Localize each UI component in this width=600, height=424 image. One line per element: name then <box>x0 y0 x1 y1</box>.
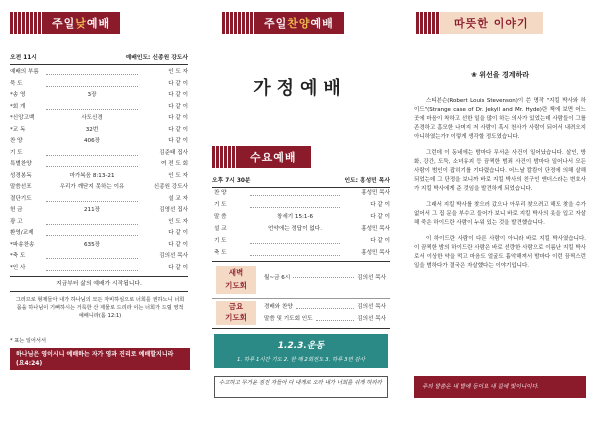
row-person: 김영선 집사 <box>159 207 188 213</box>
movement-title: 1.2.3.운동 <box>277 341 325 351</box>
banner-stripes <box>212 146 236 168</box>
program-row <box>10 67 188 78</box>
program-row <box>10 79 188 90</box>
dot-leader <box>250 236 340 244</box>
program-row <box>214 188 390 199</box>
row-person: 다 같 이 <box>168 92 188 98</box>
home-worship-heading: 가정예배 <box>253 78 347 99</box>
dot-leader <box>46 251 138 259</box>
movement-box <box>214 334 388 368</box>
dawn-prayer-block <box>212 261 390 299</box>
row-detail: 언약에는 정답이 없다. <box>268 226 322 232</box>
row-person: 다 같 이 <box>168 230 188 236</box>
program-row <box>10 240 188 251</box>
row-detail: 635장 <box>83 241 101 248</box>
banner-stripes <box>222 12 254 34</box>
service-leader: 예배인도: 신종원 강도사 <box>125 55 188 61</box>
article-paragraph: 그래서 지킬 박사를 찾으러 갔으나 아무리 찾으려고 해도 찾을 수가 없어서 그 집 문을 부수고 들어가 보니 바로 지킬 박사의 옷을 입고 자살해 죽은 하이드란 사람이 누워 있는 것을 발견했습니다. <box>414 202 586 226</box>
friday-title-a: 금요 <box>228 302 244 311</box>
sunday-header <box>10 52 188 65</box>
title-part: 주일 <box>264 17 288 30</box>
flower-icon: ❀ <box>470 71 480 79</box>
row-label: 특별찬양 <box>10 161 32 167</box>
title-part: 예배 <box>310 17 334 30</box>
program-row <box>264 302 386 312</box>
dawn-leader: 김의선 목사 <box>357 275 386 281</box>
row-person: 다 같 이 <box>370 238 390 244</box>
program-row <box>214 224 390 235</box>
dot-leader <box>46 228 138 236</box>
row-person: 김준태 집사 <box>159 149 188 156</box>
row-person: 인 도 자 <box>168 69 188 75</box>
title-accent: 찬양 <box>287 17 311 30</box>
row-label: 기 도 <box>214 202 227 208</box>
row-person: 다 같 이 <box>168 115 188 121</box>
praise-worship-column <box>200 0 400 424</box>
row-person: 홍성민 목사 <box>361 190 390 196</box>
dot-leader <box>46 217 138 225</box>
program-row <box>10 102 188 113</box>
invitation-verse: 수고하고 무거운 짐진 자들아 다 내게로 오라 내가 너희를 쉬게 하리라 <box>214 376 388 398</box>
bible-verse: 그러므로 형제들아 내가 하나님의 모든 자비하심으로 너희를 권하노니 너희 몸을 하나님이 기뻐하시는 거룩한 산 제물로 드리라 이는 너희가 드릴 영적 예배니라(롬 12:1) <box>15 297 185 319</box>
row-detail: 사도신경 <box>81 115 103 121</box>
dot-leader <box>46 102 138 110</box>
sunday-worship-banner <box>10 12 120 34</box>
dot-leader <box>46 194 138 202</box>
row-person: 홍성민 목사 <box>361 226 390 232</box>
program-row <box>10 148 188 159</box>
row-person: 인 도 자 <box>168 218 188 225</box>
row-label: 말씀 및 기도회 인도 <box>264 316 313 322</box>
row-person: 김의선 목사 <box>159 253 188 259</box>
row-label: 예배의 부름 <box>10 69 39 75</box>
row-detail: 211장 <box>83 207 101 213</box>
program-row <box>10 205 188 216</box>
row-label: *송 영 <box>10 92 26 98</box>
service-time: 오전 11시 <box>10 55 37 61</box>
program-row <box>10 251 188 262</box>
row-label: 말씀선포 <box>10 184 32 190</box>
closing-note: 지금부터 삶의 예배가 시작됩니다. <box>10 276 188 292</box>
program-row <box>10 136 188 147</box>
dot-leader <box>46 67 138 75</box>
banner-stripes <box>416 12 440 34</box>
wednesday-title: 수요예배 <box>236 146 311 168</box>
title-part: 예배 <box>86 17 111 30</box>
dot-leader <box>293 273 354 278</box>
article-title: 위선을 경계하라 <box>479 71 530 79</box>
program-row <box>10 182 188 193</box>
warm-story-column <box>400 0 600 424</box>
banner-stripes <box>10 12 42 34</box>
program-row <box>214 236 390 247</box>
row-person: 다 같 이 <box>370 202 390 208</box>
row-person: 다 같 이 <box>168 126 188 133</box>
program-row <box>10 228 188 239</box>
row-detail: 3장 <box>87 92 97 98</box>
movement-text: 1. 하루 1시간 기도 2. 한 해 2회전도 3. 하루 3번 감사 <box>237 357 365 363</box>
dot-leader <box>46 148 138 156</box>
row-label: 설 교 <box>214 226 227 232</box>
dot-leader <box>296 302 354 309</box>
row-detail: 우리가 깨닫지 못하는 이유 <box>59 184 125 190</box>
row-label: 환영/교제 <box>10 230 34 236</box>
program-row <box>10 217 188 228</box>
dot-leader <box>250 200 340 208</box>
program-row <box>10 171 188 182</box>
row-person: 설 교 자 <box>168 195 188 202</box>
row-label: 찬 양 <box>214 190 227 196</box>
dawn-time: 월~금 6시 <box>264 275 291 281</box>
row-person: 다 같 이 <box>168 103 188 110</box>
program-row <box>264 314 386 324</box>
row-person: 다 같 이 <box>168 80 188 87</box>
article-title-row <box>416 70 584 80</box>
dawn-title-a: 새벽 <box>228 268 244 277</box>
row-label: *회 개 <box>10 103 26 110</box>
title-accent: 낮 <box>75 17 87 30</box>
row-label: 축 도 <box>214 250 227 256</box>
program-row <box>10 194 188 205</box>
program-row <box>10 263 188 274</box>
friday-prayer-label <box>216 301 256 325</box>
row-label: 말 씀 <box>214 214 227 220</box>
row-detail: 406장 <box>83 138 101 144</box>
wednesday-time: 오후 7시 30분 <box>212 178 251 184</box>
dawn-title-b: 기도회 <box>225 281 247 290</box>
article-paragraph: 스티븐슨(Robert Louis Stevenson)이 쓴 명작 "지킬 박사와 하이드"(Strange case of Dr. Jekyll and Mr. Hyde)란 책에 보면 어느 곳에 마음이 착하고 선한 일을 많이 하는 의사가 있었는데 사람들이 그를 존경하고 흠모한 나머지 저 사람이 혹시 천사가 사람이 되어서 내려오지 아니하였는가? 이렇게 생각할 정도였습니다. <box>414 98 586 140</box>
warm-story-title: 따뜻한 이야기 <box>440 12 543 34</box>
dot-leader <box>46 159 138 167</box>
dot-leader <box>46 79 138 87</box>
row-detail: 창세기 15:1-6 <box>276 214 314 220</box>
dawn-prayer-label <box>216 266 256 294</box>
row-label: *축 도 <box>10 253 26 259</box>
friday-title-b: 기도회 <box>225 313 247 322</box>
row-person: 김의선 목사 <box>357 304 386 310</box>
row-person: 홍성민 목사 <box>361 250 390 256</box>
dawn-prayer-row <box>264 273 386 281</box>
row-person: 다 같 이 <box>168 241 188 248</box>
footer-verse: 주의 말씀은 내 발에 등이요 내 길에 빛이니이다. <box>414 376 586 398</box>
wednesday-banner <box>212 146 311 168</box>
row-person: 신종원 강도사 <box>153 184 188 190</box>
program-row <box>214 248 390 259</box>
row-label: 묵 도 <box>10 80 23 87</box>
program-row <box>10 90 188 101</box>
row-person: 인 도 자 <box>168 172 188 179</box>
row-person: 다 같 이 <box>168 138 188 144</box>
wednesday-leader: 인도: 홍성민 목사 <box>344 178 390 184</box>
row-label: *인 사 <box>10 264 26 271</box>
row-label: *교 독 <box>10 126 26 133</box>
article-paragraph: 이 하이드란 사람이 다른 사람이 아니라 바로 지킬 박사였습니다. 이 끔찍한 밤의 하이드란 사람은 바로 선량한 사람으로 이름난 지킬 박사로서 이상한 약을 먹고 마음도 얼굴도 흉악해져서 밤마다 이런 끔찍스런 일을 범하다가 결국은 자살했다는 이야기입니다. <box>414 236 586 269</box>
row-person: 다 같 이 <box>370 214 390 220</box>
article-paragraph: 그런데 이 동네에는 밤마다 무서운 사건이 일어났습니다. 살인, 방화, 강간, 도둑, 소녀유괴 등 끔찍한 범죄 사건이 밤마다 일어나서 모든 사람이 범인이 잡히기를 기다렸습니다. 어느날 칼캄이 단정에 의해 살해되었는데 그 단정을 보니까 바로 지킬 박사의 친구인 앤더스라는 변호사가 지킬 박사에게 준 것임을 발견하게 되었습니다. <box>414 150 586 192</box>
program-row <box>10 113 188 124</box>
program-row <box>10 125 188 136</box>
dot-leader <box>250 248 340 256</box>
row-detail: 마가복음 8:13-21 <box>69 172 115 179</box>
row-label: 기 도 <box>214 238 227 244</box>
praise-worship-title <box>254 12 344 34</box>
warm-story-banner <box>416 12 543 34</box>
row-label: 결단기도 <box>10 195 32 202</box>
sunday-worship-column <box>0 0 200 424</box>
row-label: 헌 금 <box>10 207 23 213</box>
footnote: * 표는 일어서서 <box>10 338 46 344</box>
row-label: *신앙고백 <box>10 115 35 121</box>
row-label: *파송찬송 <box>10 241 35 248</box>
row-label: 성경봉독 <box>10 172 32 179</box>
program-row <box>214 200 390 211</box>
friday-prayer-block <box>212 298 390 329</box>
wednesday-header <box>212 175 390 188</box>
row-label: 기 도 <box>10 149 23 156</box>
dot-leader <box>250 188 340 196</box>
program-row <box>10 159 188 170</box>
sunday-worship-title <box>42 12 120 34</box>
program-row <box>214 212 390 223</box>
row-label: 광 고 <box>10 218 23 225</box>
dot-leader <box>316 314 355 321</box>
praise-worship-banner <box>222 12 344 34</box>
row-label: 경배와 찬양 <box>264 304 293 310</box>
row-label: 찬 양 <box>10 138 23 144</box>
footer-verse: 하나님은 영이시니 예배하는 자가 영과 진리로 예배할지니라 (요4:24) <box>10 348 190 370</box>
row-person: 여 전 도 회 <box>161 161 188 167</box>
dot-leader <box>46 263 138 271</box>
row-person: 다 같 이 <box>168 264 188 271</box>
row-detail: 32번 <box>85 126 99 133</box>
row-person: 김의선 목사 <box>357 316 386 322</box>
article-body <box>414 97 586 271</box>
title-part: 주일 <box>52 17 76 30</box>
